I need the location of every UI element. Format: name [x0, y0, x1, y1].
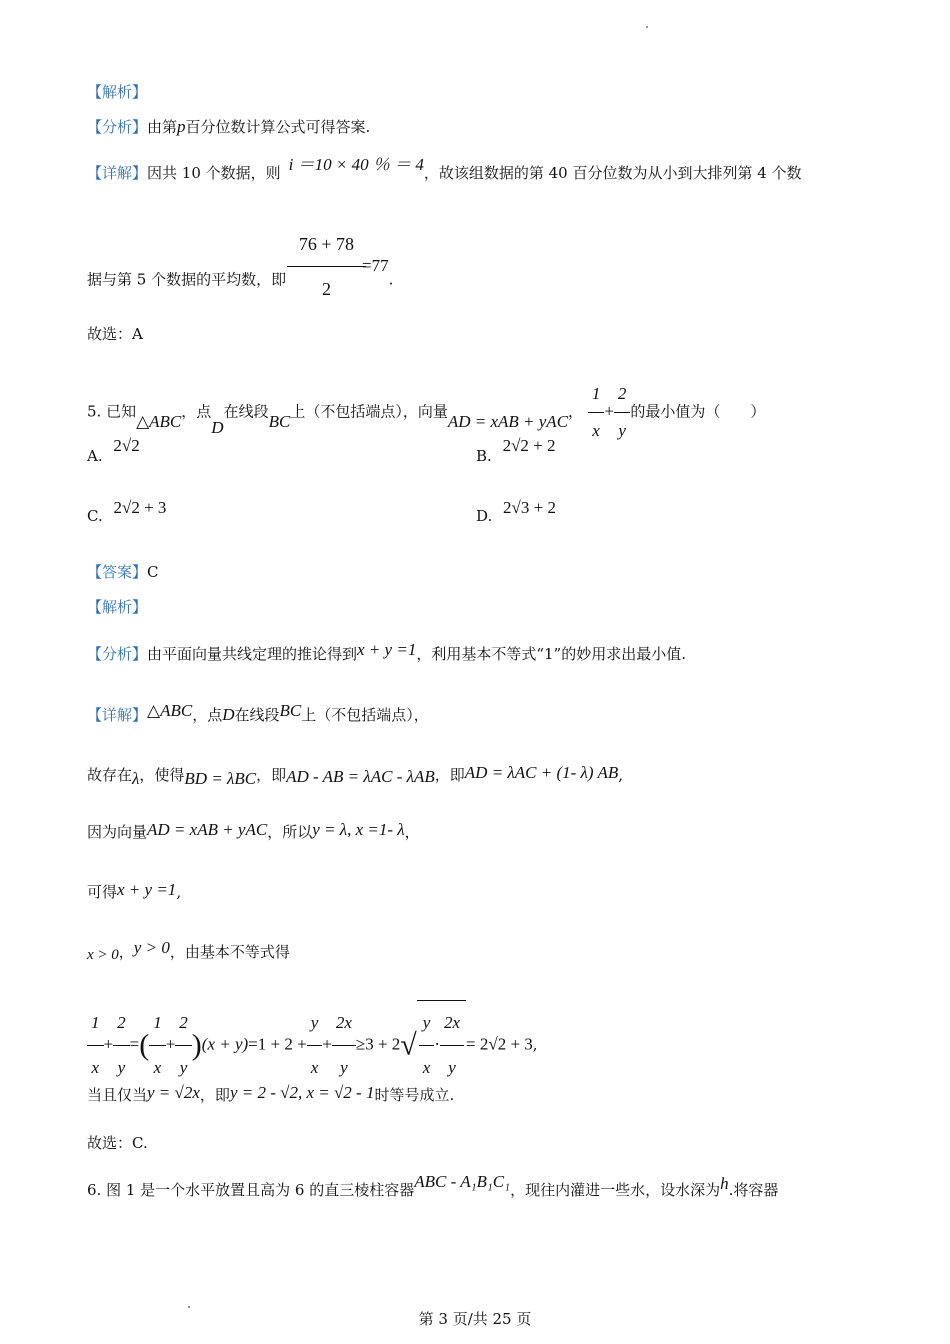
lambda-text-c: ，即: [256, 766, 287, 784]
positive-text: ，由基本不等式得: [169, 943, 290, 961]
ineq-frac-1-x: [89, 1001, 102, 1090]
option-a-label: A.: [87, 447, 103, 465]
ad-ab-equation: AD - AB = λAC - λAB: [286, 767, 435, 786]
option-a: [87, 436, 140, 466]
bd-equation: BD = λBC: [184, 769, 257, 788]
q5-analysis-tag: 【分析】: [87, 645, 148, 663]
lambda-line: [87, 763, 624, 788]
ineq-den-xb: x: [149, 1045, 166, 1090]
q5-number: 5. 已知: [87, 402, 137, 421]
ineq-frac-y-x: $\frac{y}{x}$: [309, 1001, 321, 1090]
q5-text-f: 的最小值为（ ）: [630, 402, 766, 421]
ineq-den-y: y: [113, 1045, 130, 1090]
answer-tag: 【答案】: [87, 563, 148, 581]
option-d: [476, 498, 556, 526]
segment-bc: BC: [268, 411, 291, 431]
q5-jiexi-heading: 【解析】: [87, 598, 148, 616]
detail-text-c: 上（不包括端点），: [301, 706, 429, 724]
lambda-text-b: ，使得: [139, 766, 185, 784]
q5-analysis-line: [87, 640, 686, 664]
sum-eq: x + y =1: [117, 880, 177, 899]
average-line: [87, 236, 393, 325]
option-b-label: B.: [476, 447, 492, 465]
ineq-frac-1-x-b: [151, 1001, 164, 1090]
jiexi-heading: 【解析】: [87, 83, 148, 101]
detail-triangle: △ABC: [147, 701, 193, 720]
percentile-formula: i ＝10 × 40 ％ ＝ 4: [288, 155, 424, 174]
average-result: =77: [362, 255, 389, 275]
vector-equation: AD = xAB + yAC: [447, 411, 569, 431]
detail-tag: 【详解】: [87, 164, 148, 182]
positive-line: [87, 938, 290, 963]
x-positive: x > 0: [87, 947, 119, 963]
analysis-line: [87, 117, 370, 137]
ineq-frac-2-y-b: [177, 1001, 190, 1090]
prism-name: ABC - A₁B₁C₁: [414, 1172, 511, 1191]
ineq-den-yb: y: [175, 1045, 192, 1090]
fraction-1-over-x: [590, 376, 603, 449]
answer-line-q5-final: 故选：C.: [87, 1134, 148, 1152]
equality-text-c: 时等号成立.: [374, 1086, 455, 1104]
q5-detail-tag: 【详解】: [87, 706, 148, 724]
option-d-label: D.: [476, 507, 493, 525]
ineq-den-x: x: [87, 1045, 104, 1090]
detail-point-d: D: [222, 705, 235, 724]
option-d-value: 2√3 + 2: [503, 498, 556, 517]
lambda-symbol: λ: [132, 769, 140, 788]
detail-text-a: ，点: [192, 706, 223, 724]
ineq-plus-b: +: [165, 1034, 176, 1054]
q5-text-d: 上（不包括端点），向量: [290, 402, 448, 421]
page-footer: 第 3 页/共 25 页: [418, 1310, 532, 1328]
xy-lambda-eq: y = λ, x =1- λ: [312, 820, 405, 839]
q5-text-b: ，点: [181, 402, 212, 421]
ineq-ge: ≥3 + 2: [355, 1034, 401, 1054]
q5-detail-line: [87, 701, 429, 725]
option-a-value: 2√2: [113, 436, 140, 455]
answer-line-q5: [87, 562, 159, 582]
detail-bc: BC: [279, 701, 302, 720]
vector-comma: ，: [404, 823, 420, 841]
average-fraction: [293, 222, 360, 311]
ineq-end: ,: [532, 1035, 538, 1054]
num-2: 2: [617, 384, 627, 403]
question-5-stem: [87, 376, 765, 449]
plus-sign: +: [604, 401, 614, 421]
var-p: p: [177, 117, 186, 136]
inequality-line: $\frac{1}{x}$ + $\frac{2}{y}$ =( $\frac{1}{x}$ + $\frac{2}{y}$ )(x + y)=1 + 2 + $\frac{y}{x}$ + $\frac{2x}{y}$ ≥3 + 2√ $\frac{y}{x}$ · $\frac{2x}{y}$ = 2√2 + 3,: [87, 1000, 538, 1090]
equality-line: [87, 1085, 454, 1105]
ineq-num-1: 1: [91, 1013, 100, 1032]
option-c-value: 2√2 + 3: [113, 498, 167, 517]
option-c-label: C.: [87, 507, 103, 525]
equality-text-a: 当且仅当: [87, 1086, 148, 1104]
lambda-comma: ,: [618, 766, 624, 784]
q6-text-a: 6. 图 1 是一个水平放置且高为 6 的直三棱柱容器: [87, 1181, 415, 1199]
equality-eq-1: y = √2x: [147, 1083, 200, 1102]
den-y: y: [614, 412, 631, 449]
q6-text-c: .将容器: [728, 1181, 779, 1199]
sum-comma: ,: [176, 883, 182, 901]
ineq-plus: +: [103, 1034, 114, 1054]
sum-text: 可得: [87, 883, 118, 901]
scan-dot: [646, 26, 648, 28]
equality-eq-2: y = 2 - √2, x = √2 - 1: [229, 1083, 375, 1102]
var-h: h: [720, 1174, 729, 1193]
ineq-sqrt: $\frac{y}{x}$ · $\frac{2x}{y}$: [417, 1000, 466, 1090]
ad-lambda-equation: AD = λAC + (1- λ) AB: [464, 763, 619, 782]
triangle-abc: △ABC: [136, 411, 182, 431]
q5-text-c: 在线段: [223, 402, 269, 421]
detail-text-2: ，故该组数据的第 40 百分位数为从小到大排列第 4 个数: [423, 164, 802, 182]
analysis-text-2: 百分位数计算公式可得答案.: [185, 118, 371, 136]
q5-analysis-text-2: ，利用基本不等式“1”的妙用求出最小值.: [416, 645, 686, 663]
ineq-tail: =1 + 2 +: [248, 1034, 307, 1054]
fraction-numerator: 76 + 78: [298, 234, 355, 254]
ineq-num-2: 2: [117, 1013, 126, 1032]
vector-text-b: ，所以: [267, 823, 313, 841]
analysis-tag: 【分析】: [87, 118, 148, 136]
den-x: x: [588, 412, 605, 449]
detail-text-b: 在线段: [234, 706, 280, 724]
q5-comma: ，: [568, 402, 584, 421]
answer-value: C: [147, 563, 159, 581]
num-1: 1: [591, 384, 601, 403]
option-b-value: 2√2 + 2: [502, 436, 556, 455]
detail-text: 因共 10 个数据，则: [147, 164, 281, 182]
vector-eq: AD = xAB + yAC: [147, 820, 268, 839]
q5-analysis-text: 由平面向量共线定理的推论得到: [147, 645, 358, 663]
option-c: [87, 498, 167, 526]
analysis-text: 由第: [147, 118, 178, 136]
vector-text-a: 因为向量: [87, 823, 148, 841]
ineq-frac-2x-y: $\frac{2x}{y}$: [334, 1001, 354, 1090]
vector-line: [87, 822, 420, 842]
detail-line: [87, 155, 802, 183]
period: .: [388, 270, 394, 289]
point-d: D: [211, 417, 224, 437]
lambda-text-d: ，即: [434, 766, 465, 784]
lambda-text-a: 故存在: [87, 766, 133, 784]
fraction-2-over-y: [616, 376, 629, 449]
y-positive: y > 0: [133, 938, 170, 957]
ineq-frac-2-y: [115, 1001, 128, 1090]
ineq-result: = 2√2 + 3: [466, 1034, 533, 1054]
q6-text-b: ，现往内灌进一些水，设水深为: [510, 1181, 721, 1199]
positive-comma: ，: [118, 943, 134, 961]
question-6-stem: [87, 1172, 779, 1200]
fraction-denominator: 2: [287, 266, 366, 311]
average-text: 据与第 5 个数据的平均数，即: [87, 270, 287, 289]
sum-equation: x + y =1: [357, 640, 417, 659]
option-b: [476, 436, 556, 466]
ineq-num-1b: 1: [153, 1013, 162, 1032]
equality-text-b: ，即: [199, 1086, 230, 1104]
sum-line: [87, 882, 181, 902]
ineq-num-2b: 2: [179, 1013, 188, 1032]
answer-line-q4: 故选：A: [87, 325, 143, 343]
